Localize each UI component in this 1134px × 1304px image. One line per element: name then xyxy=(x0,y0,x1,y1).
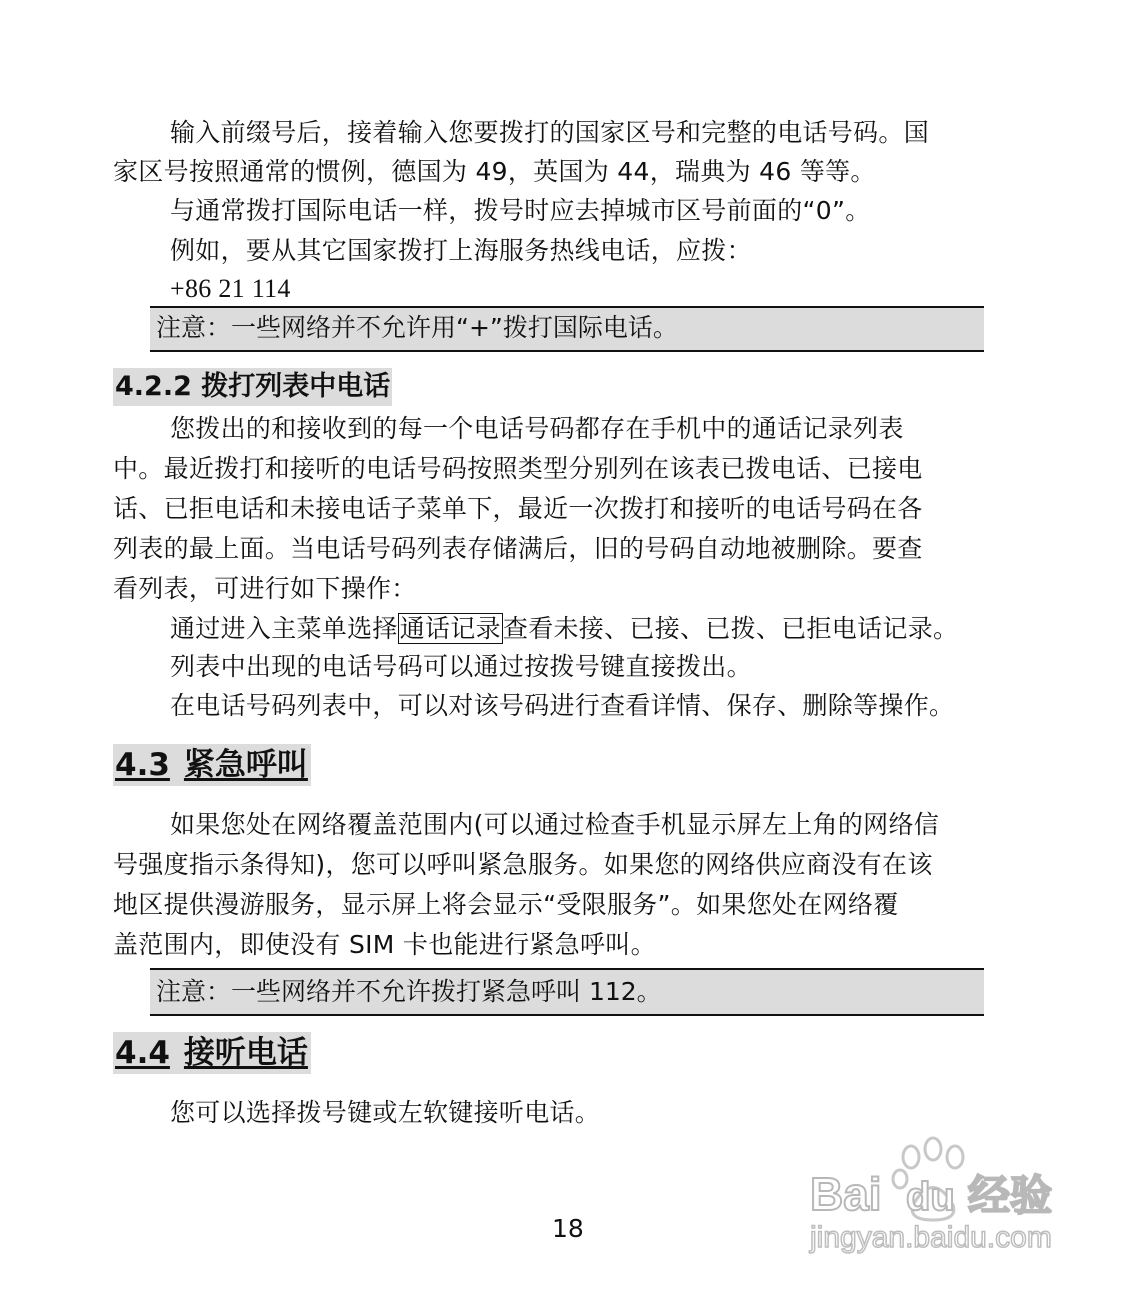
para1-line1: 输入前缀号后，接着输入您要拨打的国家区号和完整的电话号码。国 xyxy=(170,118,930,147)
section-title: 接听电话 xyxy=(183,1035,308,1071)
page-number: 18 xyxy=(552,1214,584,1243)
menu-path-suffix: 查看未接、已接、已拨、已拒电话记录。 xyxy=(502,614,959,643)
section-title: 紧急呼叫 xyxy=(183,747,308,783)
para2-line2: 中。最近拨打和接听的电话号码按照类型分别列在该表已拨电话、已接电 xyxy=(113,454,923,483)
section-number: 4.3 xyxy=(115,747,170,783)
para2-line5: 看列表，可进行如下操作： xyxy=(113,574,417,603)
phone-number-example: +86 21 114 xyxy=(170,274,291,303)
section-number: 4.4 xyxy=(115,1035,170,1071)
note-box-international: 注意：一些网络并不允许用“+”拨打国际电话。 xyxy=(150,306,984,352)
section-heading-4-3 xyxy=(113,744,311,786)
para4-line1: 您可以选择拨号键或左软键接听电话。 xyxy=(170,1098,601,1127)
para2-line7: 列表中出现的电话号码可以通过按拨号键直接拨出。 xyxy=(170,652,752,681)
note-box-emergency: 注意：一些网络并不允许拨打紧急呼叫 112。 xyxy=(150,968,984,1016)
para3-line3: 地区提供漫游服务，显示屏上将会显示“受限服务”。如果您处在网络覆 xyxy=(113,890,899,919)
para3-line2: 号强度指示条得知)，您可以呼叫紧急服务。如果您的网络供应商没有在该 xyxy=(113,850,933,879)
svg-text:du: du xyxy=(906,1175,955,1219)
para3-line4: 盖范围内，即使没有 SIM 卡也能进行紧急呼叫。 xyxy=(113,930,656,959)
para2-line3: 话、已拒电话和未接电话子菜单下，最近一次拨打和接听的电话号码在各 xyxy=(113,494,923,523)
para2-line8: 在电话号码列表中，可以对该号码进行查看详情、保存、删除等操作。 xyxy=(170,691,955,720)
para2-line4: 列表的最上面。当电话号码列表存储满后，旧的号码自动地被删除。要查 xyxy=(113,534,923,563)
section-heading-4-4 xyxy=(113,1032,311,1074)
menu-item-call-log: 通话记录 xyxy=(399,614,501,643)
section-heading-4-2-2: 4.2.2 拨打列表中电话 xyxy=(113,368,392,406)
para3-line1: 如果您处在网络覆盖范围内(可以通过检查手机显示屏左上角的网络信 xyxy=(170,810,940,839)
baidu-jingyan-watermark-icon xyxy=(808,1135,1068,1255)
svg-text:Bai: Bai xyxy=(810,1168,882,1220)
svg-text:jingyan.baidu.com: jingyan.baidu.com xyxy=(810,1221,1052,1254)
menu-path-prefix: 通过进入主菜单选择 xyxy=(170,614,398,643)
para2-line6 xyxy=(170,614,958,644)
para1-line3: 与通常拨打国际电话一样，拨号时应去掉城市区号前面的“0”。 xyxy=(170,196,871,225)
para1-line2: 家区号按照通常的惯例，德国为 49，英国为 44，瑞典为 46 等等。 xyxy=(113,157,876,186)
para1-line4: 例如，要从其它国家拨打上海服务热线电话，应拨： xyxy=(170,236,752,265)
para2-line1: 您拨出的和接收到的每一个电话号码都存在手机中的通话记录列表 xyxy=(170,414,904,443)
svg-text:经验: 经验 xyxy=(968,1171,1053,1220)
